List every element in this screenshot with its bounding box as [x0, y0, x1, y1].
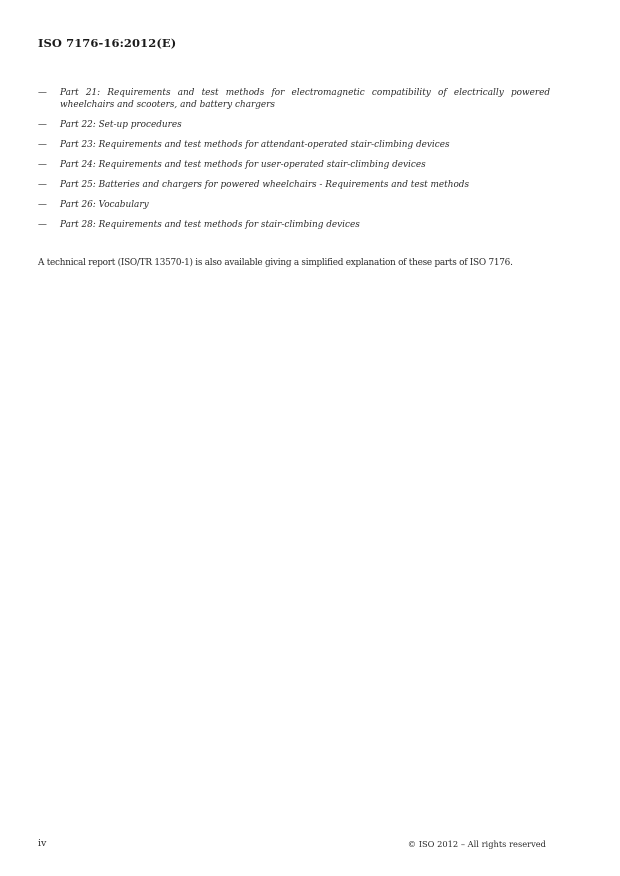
list-dash: — [38, 88, 47, 98]
list-dash: — [38, 160, 47, 170]
technical-report-paragraph: A technical report (ISO/TR 13570-1) is also available giving a simplified explanation of these parts of ISO 7176. [38, 258, 513, 268]
copyright-notice: © ISO 2012 – All rights reserved [407, 839, 546, 849]
list-item-part-22 [38, 119, 550, 131]
list-dash: — [38, 220, 47, 230]
page-number: iv [38, 838, 47, 849]
list-item-part-21 [38, 87, 550, 111]
list-item-text: Part 24: Requirements and test methods for user-operated stair-climbing devices [60, 160, 426, 170]
list-dash: — [38, 180, 47, 190]
list-dash: — [38, 200, 47, 210]
list-item-text: Part 28: Requirements and test methods for stair-climbing devices [60, 220, 360, 230]
list-item-text: Part 25: Batteries and chargers for powered wheelchairs - Requirements and test methods [60, 180, 470, 190]
list-item-text: Part 22: Set-up procedures [60, 120, 182, 130]
list-item-text: Part 23: Requirements and test methods for attendant-operated stair-climbing devices [60, 140, 450, 150]
list-dash: — [38, 120, 47, 130]
list-item-part-25 [38, 179, 550, 191]
document-header: ISO 7176-16:2012(E) [38, 36, 177, 50]
list-item-text: Part 21: Requirements and test methods for electromagnetic compatibility of electrically powered wheelchairs and scooters, and battery chargers [60, 88, 550, 110]
list-item-part-23 [38, 139, 550, 151]
list-dash: — [38, 140, 47, 150]
list-item-part-24 [38, 159, 550, 171]
list-item-text: Part 26: Vocabulary [60, 200, 149, 210]
parts-list [38, 87, 550, 239]
list-item-part-28 [38, 219, 550, 231]
list-item-part-26 [38, 199, 550, 211]
